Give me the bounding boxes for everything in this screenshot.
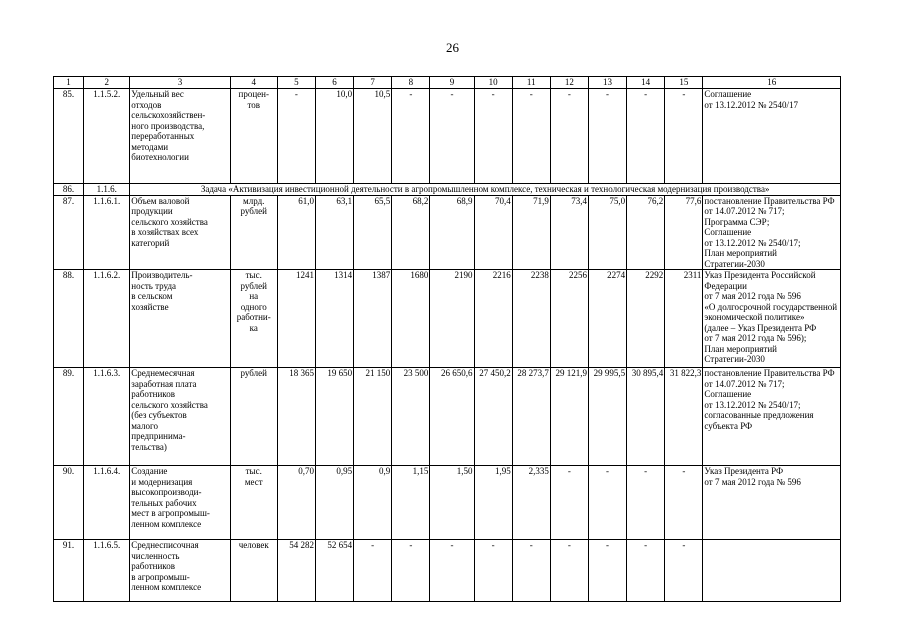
- year-value-cell: 0,9: [354, 466, 392, 540]
- year-value-cell: 1,50: [430, 466, 474, 540]
- year-value-cell: 76,2: [627, 195, 665, 270]
- column-number-header: 2: [84, 77, 130, 89]
- row-number-cell: 86.: [54, 184, 84, 196]
- row-code-cell: 1.1.6.2.: [84, 270, 130, 368]
- source-document-cell: постановление Правительства РФ от 14.07.2012 № 717; Программа СЭР; Соглашение от 13.12.2012 № 2540/17; План мероприятий Стратегии-2030: [703, 195, 841, 270]
- indicator-name-cell: Среднесписочная численность работников в агропромыш- ленном комплексе: [130, 540, 230, 602]
- year-value-cell: 29 121,9: [550, 368, 588, 466]
- column-number-header: 16: [703, 77, 841, 89]
- year-value-cell: -: [665, 466, 703, 540]
- year-value-cell: 19 650: [315, 368, 353, 466]
- year-value-cell: 73,4: [550, 195, 588, 270]
- column-number-header: 11: [512, 77, 550, 89]
- year-value-cell: -: [392, 540, 430, 602]
- year-value-cell: 61,0: [277, 195, 315, 270]
- unit-cell: рублей: [230, 368, 277, 466]
- year-value-cell: -: [277, 89, 315, 184]
- year-value-cell: 65,5: [354, 195, 392, 270]
- year-value-cell: 63,1: [315, 195, 353, 270]
- row-code-cell: 1.1.6.: [84, 184, 130, 196]
- year-value-cell: 1,95: [474, 466, 512, 540]
- source-document-cell: [703, 540, 841, 602]
- year-value-cell: -: [550, 466, 588, 540]
- column-number-header: 4: [230, 77, 277, 89]
- indicator-name-cell: Производитель- ность труда в сельском хозяйстве: [130, 270, 230, 368]
- row-code-cell: 1.1.6.5.: [84, 540, 130, 602]
- year-value-cell: -: [627, 540, 665, 602]
- row-code-cell: 1.1.5.2.: [84, 89, 130, 184]
- unit-cell: процен- тов: [230, 89, 277, 184]
- year-value-cell: 31 822,3: [665, 368, 703, 466]
- year-value-cell: 18 365: [277, 368, 315, 466]
- source-document-cell: Указ Президента РФ от 7 мая 2012 года № 596: [703, 466, 841, 540]
- column-number-header: 7: [354, 77, 392, 89]
- year-value-cell: 1241: [277, 270, 315, 368]
- row-code-cell: 1.1.6.3.: [84, 368, 130, 466]
- year-value-cell: 77,6: [665, 195, 703, 270]
- indicator-name-cell: Объем валовой продукции сельского хозяйства в хозяйствах всех категорий: [130, 195, 230, 270]
- column-number-header: 15: [665, 77, 703, 89]
- year-value-cell: 2190: [430, 270, 474, 368]
- row-number-cell: 85.: [54, 89, 84, 184]
- year-value-cell: 1680: [392, 270, 430, 368]
- row-code-cell: 1.1.6.1.: [84, 195, 130, 270]
- year-value-cell: -: [588, 89, 626, 184]
- column-number-header: 1: [54, 77, 84, 89]
- year-value-cell: -: [430, 540, 474, 602]
- row-code-cell: 1.1.6.4.: [84, 466, 130, 540]
- column-number-header: 3: [130, 77, 230, 89]
- unit-cell: тыс. мест: [230, 466, 277, 540]
- year-value-cell: 1,15: [392, 466, 430, 540]
- year-value-cell: -: [354, 540, 392, 602]
- row-number-cell: 89.: [54, 368, 84, 466]
- year-value-cell: 71,9: [512, 195, 550, 270]
- table-header-row: [54, 77, 841, 89]
- table-row: [54, 195, 841, 270]
- year-value-cell: 2274: [588, 270, 626, 368]
- year-value-cell: 2292: [627, 270, 665, 368]
- year-value-cell: 75,0: [588, 195, 626, 270]
- year-value-cell: -: [665, 89, 703, 184]
- year-value-cell: 68,2: [392, 195, 430, 270]
- year-value-cell: -: [550, 89, 588, 184]
- year-value-cell: -: [550, 540, 588, 602]
- table-row: [54, 540, 841, 602]
- year-value-cell: 23 500: [392, 368, 430, 466]
- unit-cell: человек: [230, 540, 277, 602]
- year-value-cell: 52 654: [315, 540, 353, 602]
- year-value-cell: 0,70: [277, 466, 315, 540]
- row-number-cell: 87.: [54, 195, 84, 270]
- table-row: [54, 89, 841, 184]
- year-value-cell: 2311: [665, 270, 703, 368]
- indicator-name-cell: Среднемесячная заработная плата работников сельского хозяйства (без субъектов малого предпринима- тельства): [130, 368, 230, 466]
- year-value-cell: -: [665, 540, 703, 602]
- year-value-cell: 0,95: [315, 466, 353, 540]
- column-number-header: 12: [550, 77, 588, 89]
- year-value-cell: -: [430, 89, 474, 184]
- year-value-cell: -: [512, 540, 550, 602]
- year-value-cell: 29 995,5: [588, 368, 626, 466]
- source-document-cell: Указ Президента Российской Федерации от 7 мая 2012 года № 596 «О долгосрочной государственной экономической политике» (далее – Указ Президента РФ от 7 мая 2012 года № 596); План мероприятий Стратегии-2030: [703, 270, 841, 368]
- row-number-cell: 88.: [54, 270, 84, 368]
- year-value-cell: 30 895,4: [627, 368, 665, 466]
- column-number-header: 6: [315, 77, 353, 89]
- column-number-header: 8: [392, 77, 430, 89]
- year-value-cell: -: [627, 466, 665, 540]
- year-value-cell: 2,335: [512, 466, 550, 540]
- year-value-cell: -: [392, 89, 430, 184]
- year-value-cell: 2238: [512, 270, 550, 368]
- year-value-cell: 54 282: [277, 540, 315, 602]
- table-row: [54, 368, 841, 466]
- year-value-cell: -: [512, 89, 550, 184]
- year-value-cell: 1387: [354, 270, 392, 368]
- year-value-cell: 27 450,2: [474, 368, 512, 466]
- year-value-cell: 21 150: [354, 368, 392, 466]
- column-number-header: 9: [430, 77, 474, 89]
- year-value-cell: -: [474, 540, 512, 602]
- column-number-header: 14: [627, 77, 665, 89]
- year-value-cell: -: [588, 466, 626, 540]
- table-row: [54, 270, 841, 368]
- year-value-cell: 2256: [550, 270, 588, 368]
- year-value-cell: -: [627, 89, 665, 184]
- year-value-cell: 1314: [315, 270, 353, 368]
- column-number-header: 10: [474, 77, 512, 89]
- year-value-cell: 70,4: [474, 195, 512, 270]
- table-row: [54, 184, 841, 196]
- year-value-cell: 26 650,6: [430, 368, 474, 466]
- year-value-cell: 10,0: [315, 89, 353, 184]
- task-title-cell: Задача «Активизация инвестиционной деятельности в агропромышленном комплексе, техническая и технологическая модернизация производства»: [130, 184, 841, 196]
- row-number-cell: 91.: [54, 540, 84, 602]
- row-number-cell: 90.: [54, 466, 84, 540]
- indicator-name-cell: Создание и модернизация высокопроизводи- тельных рабочих мест в агропромыш- ленном комплексе: [130, 466, 230, 540]
- page-number: 26: [446, 40, 459, 55]
- table-row: [54, 466, 841, 540]
- unit-cell: тыс. рублей на одного работни- ка: [230, 270, 277, 368]
- year-value-cell: 10,5: [354, 89, 392, 184]
- unit-cell: млрд. рублей: [230, 195, 277, 270]
- year-value-cell: -: [474, 89, 512, 184]
- year-value-cell: 2216: [474, 270, 512, 368]
- year-value-cell: -: [588, 540, 626, 602]
- column-number-header: 5: [277, 77, 315, 89]
- year-value-cell: 68,9: [430, 195, 474, 270]
- indicators-table: [53, 76, 841, 602]
- source-document-cell: постановление Правительства РФ от 14.07.2012 № 717; Соглашение от 13.12.2012 № 2540/17; согласованные предложения субъекта РФ: [703, 368, 841, 466]
- source-document-cell: Соглашение от 13.12.2012 № 2540/17: [703, 89, 841, 184]
- year-value-cell: 28 273,7: [512, 368, 550, 466]
- column-number-header: 13: [588, 77, 626, 89]
- indicator-name-cell: Удельный вес отходов сельскохозяйствен- ного производства, переработанных методами биотехнологии: [130, 89, 230, 184]
